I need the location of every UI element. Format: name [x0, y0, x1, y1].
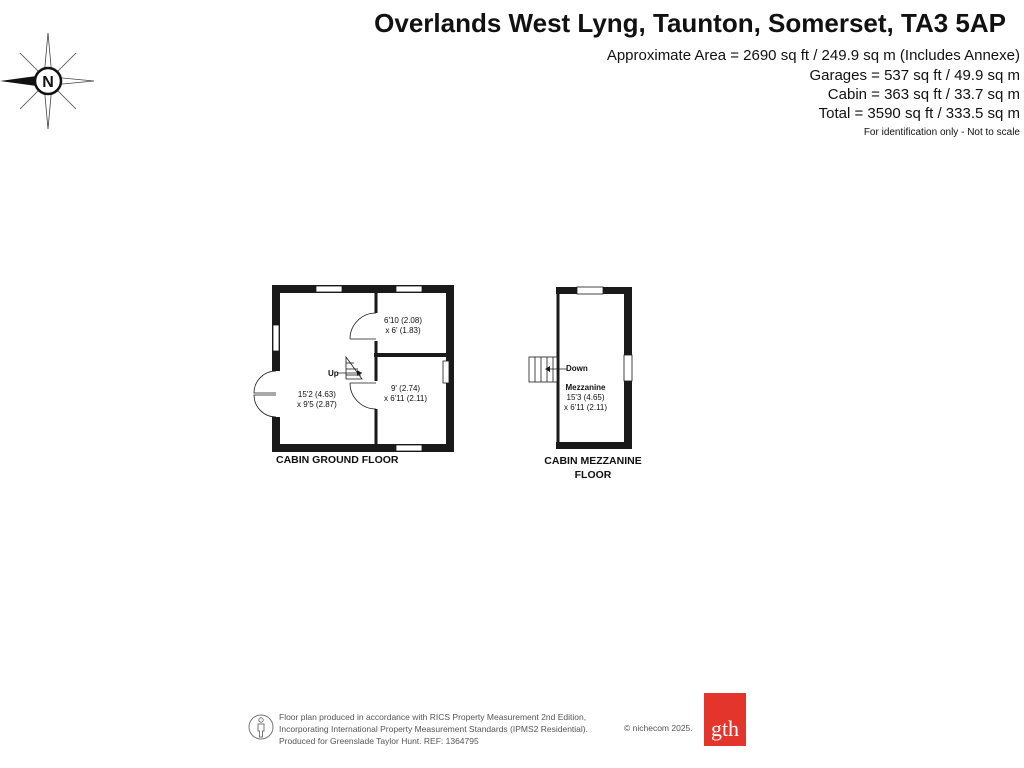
- footer-notes: Floor plan produced in accordance with RICS Property Measurement 2nd Edition, Incorporating International Property Measurement Standards (IPMS2 Residential). Produced for Greenslade Taylor Hunt. REF: 1364795: [279, 712, 588, 746]
- area-line-cabin: Cabin = 363 sq ft / 33.7 sq m: [827, 86, 1020, 103]
- area-line-total: Total = 3590 sq ft / 333.5 sq m: [818, 105, 1020, 122]
- stair-label-down: Down: [566, 364, 588, 373]
- room-main-dim2: x 9'5 (2.87): [297, 400, 337, 409]
- compass-letter: N: [42, 74, 54, 91]
- room-mezzanine-name: Mezzanine: [565, 383, 606, 392]
- room-mezzanine-dim2: x 6'11 (2.11): [564, 403, 608, 412]
- room-main: [297, 390, 337, 410]
- room-side: [384, 384, 427, 404]
- room-mezzanine-dim1: 15'3 (4.65): [566, 393, 605, 402]
- room-side-dim2: x 6'11 (2.11): [384, 394, 428, 403]
- room-side-dim1: 9' (2.74): [390, 384, 421, 393]
- disclaimer: For identification only - Not to scale: [863, 127, 1020, 138]
- person-icon: [248, 710, 274, 744]
- room-small: [384, 316, 422, 336]
- area-line-garages: Garages = 537 sq ft / 49.9 sq m: [809, 67, 1020, 84]
- footer-copyright: © nichecom 2025.: [624, 723, 693, 733]
- ground-floor-plan: [250, 285, 460, 455]
- compass-rose-icon: [0, 33, 96, 129]
- room-mezzanine: [564, 383, 607, 413]
- room-small-dim1: 6'10 (2.08): [384, 316, 422, 325]
- room-main-dim1: 15'2 (4.63): [297, 390, 336, 399]
- room-small-dim2: x 6' (1.83): [385, 326, 421, 335]
- ground-floor-label: CABIN GROUND FLOOR: [276, 454, 399, 466]
- gth-logo: gth: [704, 693, 746, 746]
- mezzanine-floor-label: CABIN MEZZANINE FLOOR: [544, 455, 642, 481]
- stair-label-up: Up: [328, 369, 339, 378]
- area-line-approx: Approximate Area = 2690 sq ft / 249.9 sq m (Includes Annexe): [606, 47, 1020, 64]
- page-title: Overlands West Lyng, Taunton, Somerset, TA3 5AP: [374, 8, 1006, 38]
